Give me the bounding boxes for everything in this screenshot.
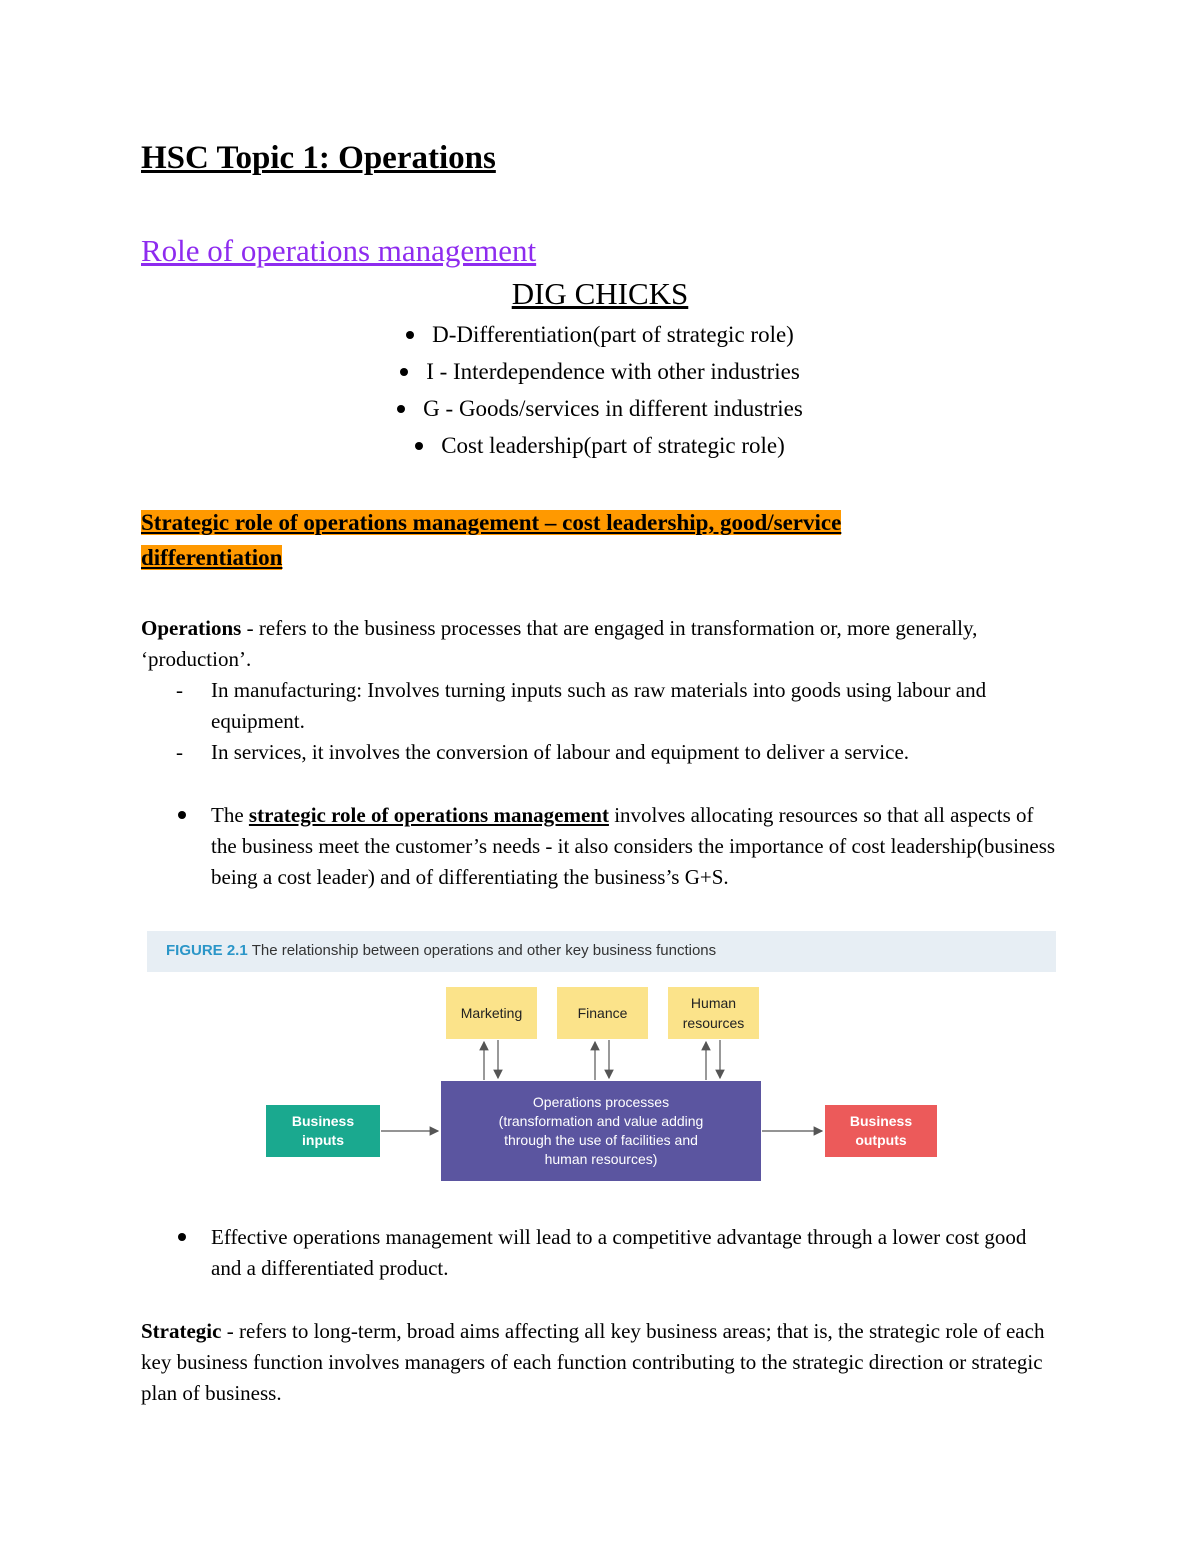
dash-icon: -	[176, 740, 183, 764]
operations-definition: Operations - refers to the business processes that are engaged in transformation or, more generally, ‘production’.	[141, 616, 978, 671]
term-strategic: Strategic	[141, 1319, 222, 1343]
competitive-advantage-bullet: Effective operations management will lead to a competitive advantage through a lower cost good and a differentiated product.	[176, 1222, 1056, 1284]
list-item: I - Interdependence with other industries	[0, 357, 1200, 394]
list-item: - In manufacturing: Involves turning inputs such as raw materials into goods using labour and equipment.	[176, 675, 1056, 737]
human-resources-box: Human resources	[668, 987, 759, 1039]
finance-box: Finance	[557, 987, 648, 1039]
list-item: Cost leadership(part of strategic role)	[0, 431, 1200, 468]
bullet-icon	[178, 1233, 186, 1241]
dash-icon: -	[176, 678, 183, 702]
page-title: HSC Topic 1: Operations	[141, 140, 496, 176]
figure-caption: FIGURE 2.1 The relationship between operations and other key business functions	[166, 942, 717, 959]
term-operations: Operations	[141, 616, 242, 640]
operations-processes-box: Operations processes (transformation and value adding through the use of facilities and human resources)	[441, 1081, 761, 1181]
figure-number: FIGURE 2.1	[166, 942, 248, 959]
list-item: G - Goods/services in different industries	[0, 394, 1200, 431]
section-heading: Role of operations management	[141, 233, 537, 268]
marketing-box: Marketing	[446, 987, 537, 1039]
list-item: D-Differentiation(part of strategic role)	[0, 320, 1200, 357]
strategic-role-term: strategic role of operations management	[248, 803, 609, 827]
strategic-role-bullet: The strategic role of operations management involves allocating resources so that all aspects of the business meet the customer’s needs - it also considers the importance of cost leadership(business being a cost leader) and of differentiating the business’s G+S.	[176, 800, 1056, 893]
dig-chicks-heading: DIG CHICKS	[511, 276, 689, 311]
business-outputs-box: Business outputs	[825, 1105, 937, 1157]
business-inputs-box: Business inputs	[266, 1105, 380, 1157]
strategic-role-heading: Strategic role of operations management – cost leadership, good/service differentiation	[141, 510, 842, 570]
list-item: - In services, it involves the conversion of labour and equipment to deliver a service.	[176, 737, 1056, 768]
strategic-definition: Strategic - refers to long-term, broad aims affecting all key business areas; that is, the strategic role of each key business function involves managers of each function contributing to the strategic direction or strategic plan of business.	[141, 1319, 1045, 1405]
